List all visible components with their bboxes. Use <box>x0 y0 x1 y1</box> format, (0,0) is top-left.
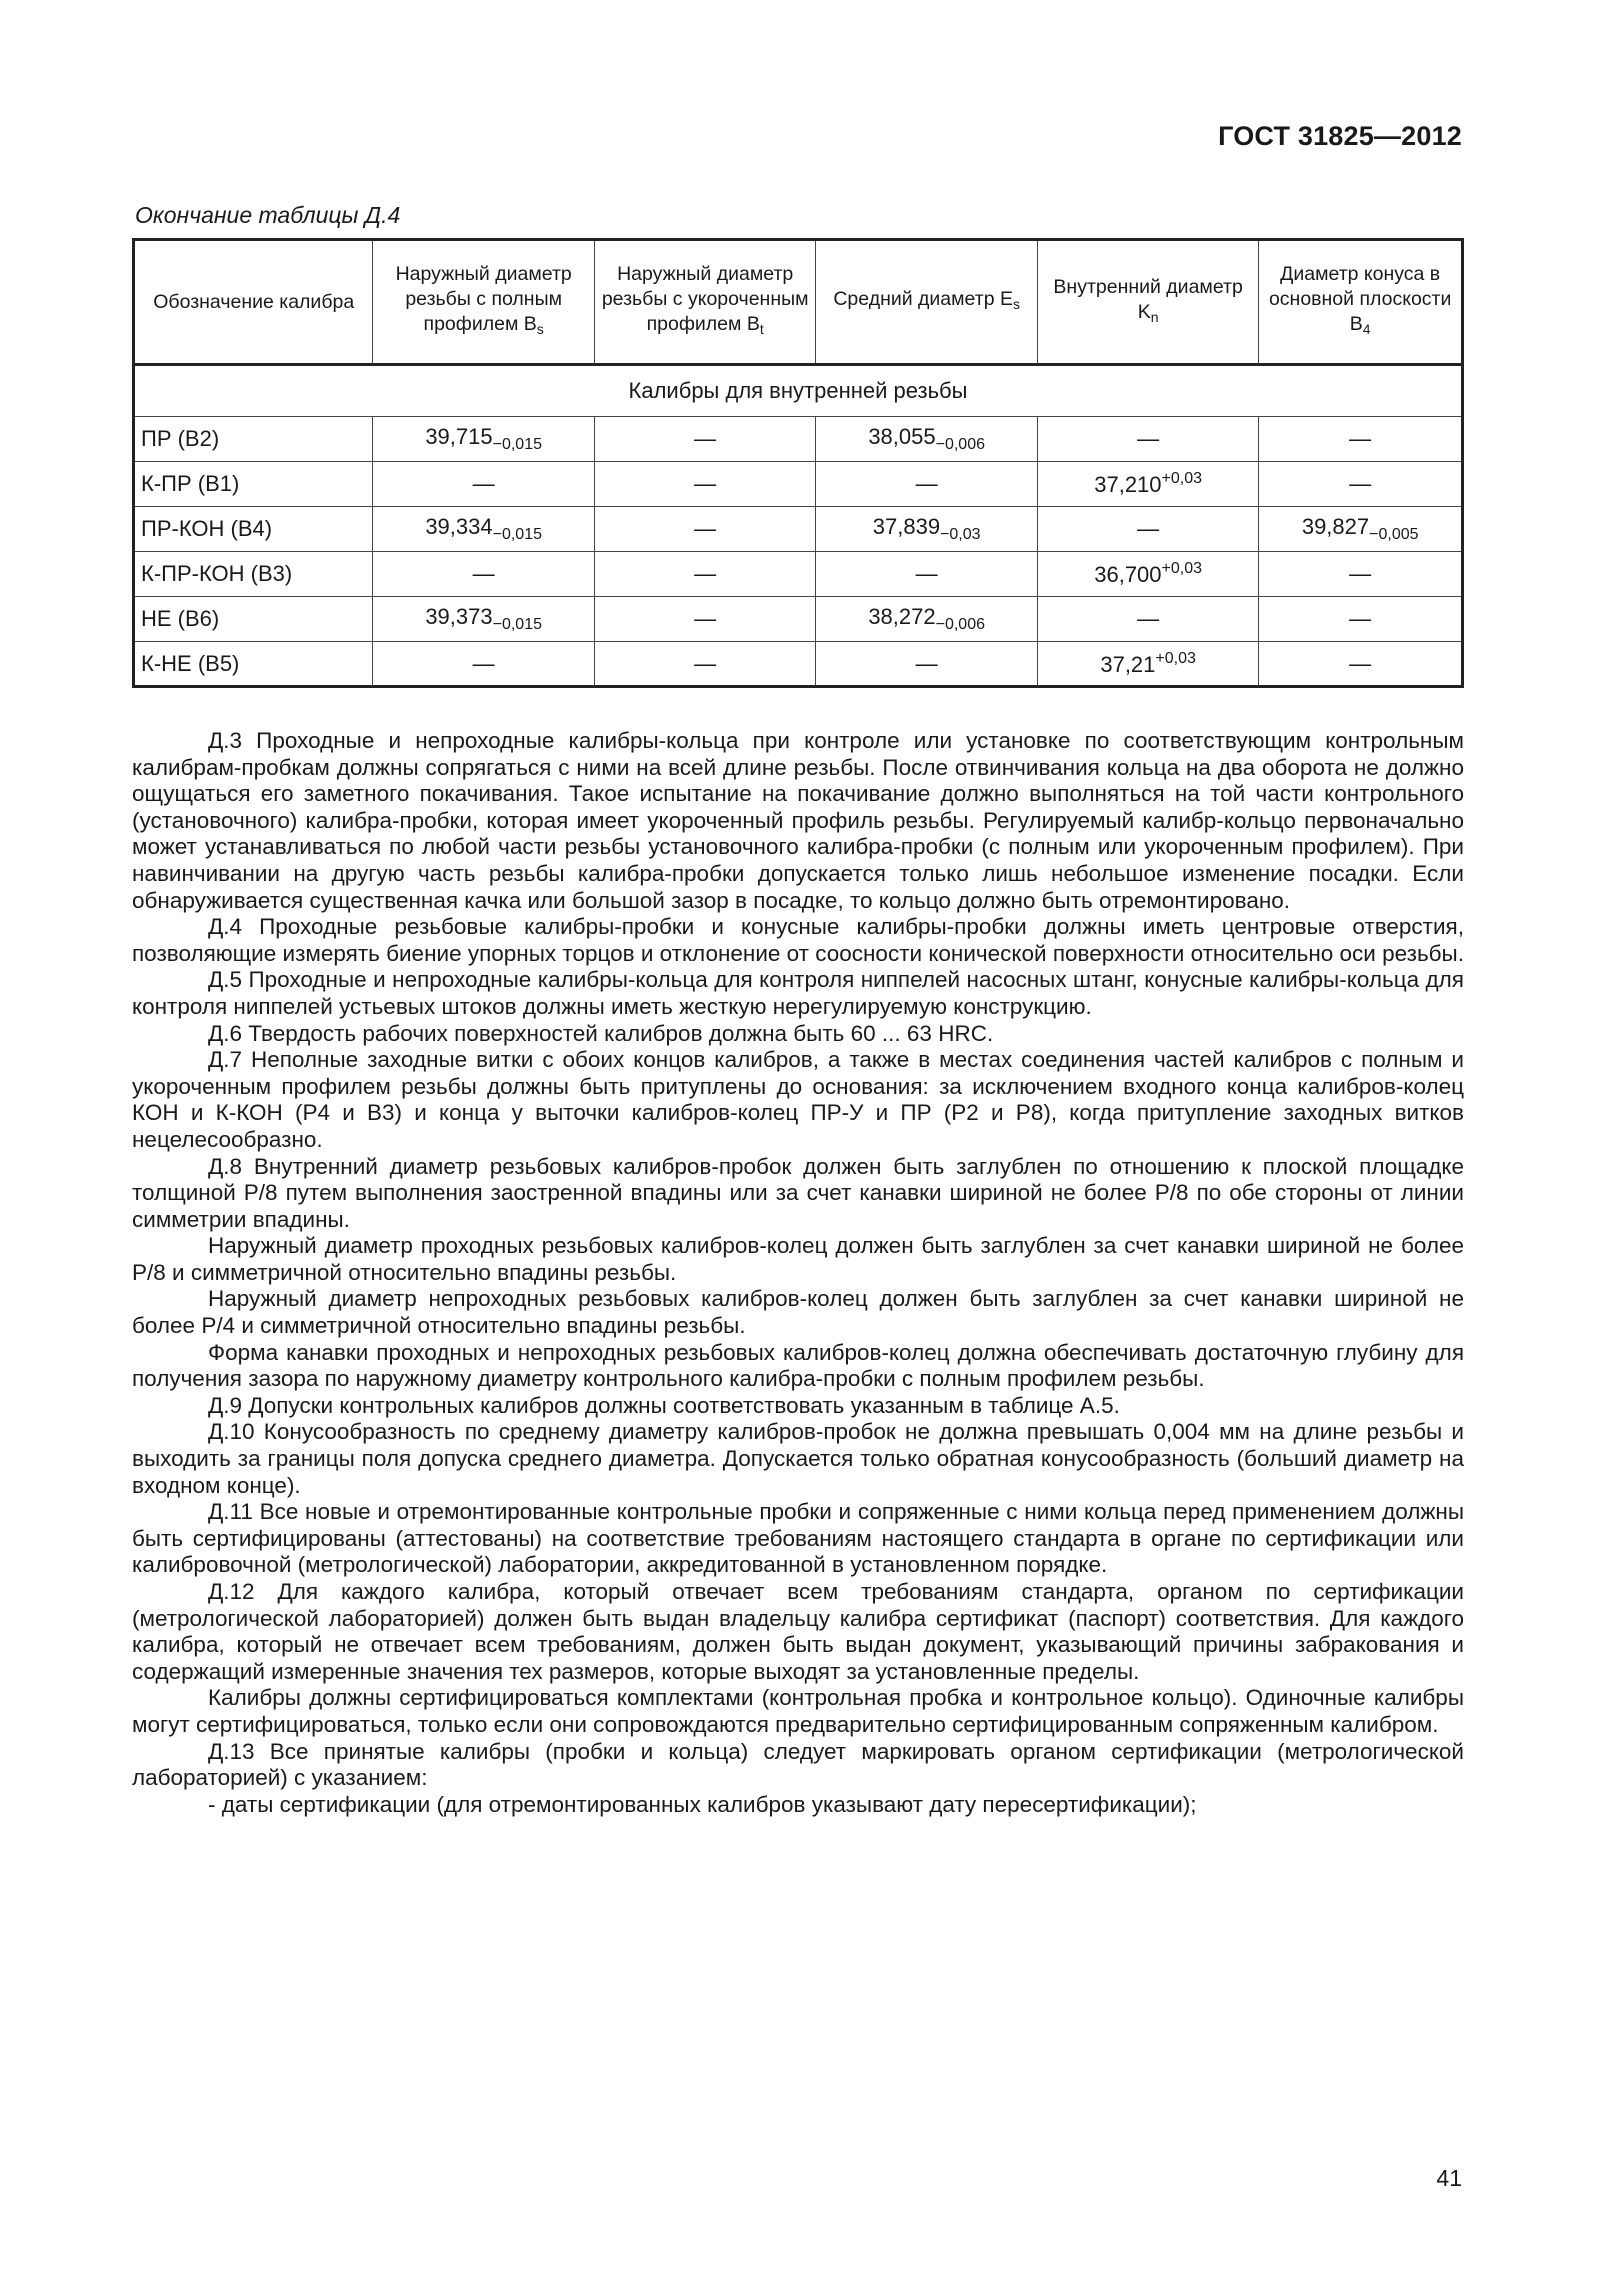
dash: — <box>472 561 495 586</box>
paragraph: Калибры должны сертифицироваться комплектами (контрольная пробка и контрольное кольцо). Одиночные калибры могут сертифицироваться, только если они сопровождаются предварительно сертифицированным сопряженным калибром. <box>132 1685 1464 1737</box>
table-cell <box>594 597 816 642</box>
tolerance-upper: +0,03 <box>1161 470 1203 487</box>
cell-value: 37,839 <box>872 514 941 539</box>
dash: — <box>1137 516 1160 541</box>
dash: — <box>694 426 717 451</box>
paragraph: Д.8 Внутренний диаметр резьбовых калибров-пробок должен быть заглублен по отношению к плоской площадке толщиной P/8 путем выполнения заостренной впадины или за счет канавки шириной не более P/8 по обе стороны от линии симметрии впадины. <box>132 1153 1464 1232</box>
paragraph: Форма канавки проходных и непроходных резьбовых калибров-колец должна обеспечивать достаточную глубину для получения зазора по наружному диаметру контрольного калибра-пробки с полным профилем резьбы. <box>132 1339 1464 1392</box>
tolerance-upper: +0,03 <box>1161 560 1203 577</box>
table-cell <box>594 462 816 507</box>
header-cell-designation: Обозначение калибра <box>134 240 373 365</box>
paragraph: Д.4 Проходные резьбовые калибры-пробки и конусные калибры-пробки должны иметь центровые отверстия, позволяющие измерять биение упорных торцов и отклонение от соосности конической поверхности относительно оси резьбы. <box>132 914 1464 966</box>
table-cell <box>373 462 594 507</box>
table-row <box>134 552 1463 597</box>
paragraph: Д.9 Допуски контрольных калибров должны соответствовать указанным в таблице А.5. <box>208 1392 1120 1418</box>
tolerance-lower: −0,006 <box>935 616 985 633</box>
table-cell <box>816 417 1037 462</box>
dash: — <box>1349 426 1372 451</box>
dash: — <box>694 561 717 586</box>
table-cell <box>816 462 1037 507</box>
caliber-designation: НЕ (В6) <box>134 597 373 642</box>
paragraph: Д.7 Неполные заходные витки с обоих концов калибров, а также в местах соединения частей калибров с полным и укороченным профилем резьбы должны быть притуплены до основания: за исключением входного конца калибров-колец КОН и К-КОН (Р4 и В3) и конца у выточки калибров-колец ПР-У и ПР (Р2 и Р8), когда притупление заходных витков нецелесообразно. <box>132 1047 1464 1152</box>
cell-value: 37,21 <box>1100 651 1156 677</box>
table-row <box>134 462 1463 507</box>
paragraph: Д.12 Для каждого калибра, который отвечает всем требованиям стандарта, органом по сертификации (метрологической лабораторией) должен быть выдан владельцу калибра сертификат (паспорт) соответствия. Для каждого калибра, который не отвечает всем требованиям, должен быть выдан документ, указывающий причины забракования и содержащий измеренные значения тех размеров, которые выходят за установленные пределы. <box>132 1579 1464 1684</box>
header-cell-pitch: Средний диаметр $E_s$ <box>816 240 1037 365</box>
caliber-designation: К-ПР (В1) <box>134 462 373 507</box>
table-cell <box>594 552 816 597</box>
header-cell-outer-short: Наружный диаметр резьбы с укороченным профилем $B_t$ <box>594 240 816 365</box>
dash: — <box>915 471 938 496</box>
table-cell <box>816 642 1037 687</box>
dash: — <box>915 650 938 676</box>
paragraph: Д.6 Твердость рабочих поверхностей калибров должна быть 60 ... 63 HRC. <box>208 1020 994 1046</box>
paragraph: Наружный диаметр проходных резьбовых калибров-колец должен быть заглублен за счет канавки шириной не более P/8 и симметричной относительно впадины резьбы. <box>132 1233 1464 1285</box>
table-row <box>134 507 1463 552</box>
cell-value: 39,827 <box>1301 514 1370 539</box>
body-text <box>132 728 1464 1818</box>
caliber-designation: ПР (В2) <box>134 417 373 462</box>
table-header-row <box>134 240 1463 365</box>
table-cell <box>594 507 816 552</box>
dash: — <box>1137 426 1160 451</box>
caliber-designation: ПР-КОН (В4) <box>134 507 373 552</box>
dash: — <box>694 471 717 496</box>
dash: — <box>694 516 717 541</box>
table-cell <box>816 507 1037 552</box>
dash: — <box>1349 606 1372 631</box>
dash: — <box>694 606 717 631</box>
tolerance-lower: −0,015 <box>492 526 542 543</box>
header-cell-cone: Диаметр конуса в основной плоскости $B_4$ <box>1259 240 1463 365</box>
paragraph: Д.3 Проходные и непроходные калибры-кольца при контроле или установке по соответствующим контрольным калибрам-пробкам должны сопрягаться с ними на всей длине резьбы. После отвинчивания кольца на два оборота не должно ощущаться его заметного покачивания. Такое испытание на покачивание должно выполняться на той части контрольного (установочного) калибра-пробки, которая имеет укороченный профиль резьбы. Регулируемый калибр-кольцо первоначально может устанавливаться по любой части резьбы установочного калибра-пробки (с полным или укороченным профилем). При навинчивании на другую часть резьбы калибра-пробки допускается только лишь небольшое изменение посадки. Если обнаруживается существенная качка или большой зазор в посадке, то кольцо должно быть отремонтировано. <box>132 728 1464 913</box>
table-cell <box>1259 597 1463 642</box>
caliber-designation: К-НЕ (В5) <box>134 642 373 687</box>
table-cell <box>1037 642 1258 687</box>
table-cell <box>1037 417 1258 462</box>
cell-value: 38,272 <box>868 604 936 629</box>
tolerance-lower: −0,006 <box>935 436 985 453</box>
paragraph: - даты сертификации (для отремонтированных калибров указывают дату пересертификации); <box>208 1791 1197 1817</box>
table-row <box>134 642 1463 687</box>
tolerance-lower: −0,015 <box>492 436 542 453</box>
table-cell <box>373 417 594 462</box>
header-cell-inner: Внутренний диаметр $K_n$ <box>1037 240 1258 365</box>
table-cell <box>373 552 594 597</box>
cell-value: 39,334 <box>425 514 493 539</box>
table-cell <box>1259 552 1463 597</box>
dash: — <box>1349 561 1372 586</box>
table-cell <box>594 417 816 462</box>
tolerance-upper: +0,03 <box>1155 649 1196 667</box>
table-caption: Окончание таблицы Д.4 <box>135 202 401 228</box>
cell-value: 39,715 <box>425 424 493 449</box>
paragraph: Д.13 Все принятые калибры (пробки и кольца) следует маркировать органом сертификации (метрологической лабораторией) с указанием: <box>132 1738 1464 1791</box>
dash: — <box>1349 471 1372 496</box>
dash: — <box>472 650 495 676</box>
caliber-designation: К-ПР-КОН (В3) <box>134 552 373 597</box>
dash: — <box>915 561 938 586</box>
paragraph: Наружный диаметр непроходных резьбовых калибров-колец должен быть заглублен за счет канавки шириной не более P/4 и симметричной относительно впадины резьбы. <box>132 1286 1464 1339</box>
table-cell <box>594 642 816 687</box>
table-cell <box>1259 507 1463 552</box>
table-cell <box>1037 507 1258 552</box>
tolerance-lower: −0,03 <box>940 526 981 543</box>
dash: — <box>1137 606 1160 631</box>
table-cell <box>373 507 594 552</box>
table-cell <box>816 552 1037 597</box>
table-cell <box>1259 462 1463 507</box>
table-cell <box>1037 462 1258 507</box>
dash: — <box>1349 650 1372 676</box>
table-cell <box>373 642 594 687</box>
table-cell <box>1037 597 1258 642</box>
paragraph: Д.5 Проходные и непроходные калибры-кольца для контроля ниппелей насосных штанг, конусные калибры-кольца для контроля ниппелей устьевых штоков должны иметь жесткую нерегулируемую конструкцию. <box>132 967 1464 1019</box>
cell-value: 37,210 <box>1094 472 1162 497</box>
table-row <box>134 417 1463 462</box>
cell-value: 38,055 <box>868 424 936 449</box>
table-cell <box>1259 417 1463 462</box>
tolerance-lower: −0,005 <box>1369 526 1419 543</box>
dash: — <box>472 471 495 496</box>
dash: — <box>694 650 717 676</box>
table-row <box>134 597 1463 642</box>
table-cell <box>1037 552 1258 597</box>
paragraph: Д.11 Все новые и отремонтированные контрольные пробки и сопряженные с ними кольца перед применением должны быть сертифицированы (аттестованы) на соответствие требованиям настоящего стандарта в органе по сертификации или калибровочной (метрологической) лаборатории, аккредитованной в установленном порядке. <box>132 1499 1464 1578</box>
page-number: 41 <box>1436 2165 1462 2191</box>
header-cell-outer-full: Наружный диаметр резьбы с полным профилем $B_s$ <box>373 240 594 365</box>
table-cell <box>816 597 1037 642</box>
table-cell <box>1259 642 1463 687</box>
table-cell <box>373 597 594 642</box>
table-section-title: Калибры для внутренней резьбы <box>134 365 1463 417</box>
document-standard-number: ГОСТ 31825—2012 <box>1218 121 1462 151</box>
cell-value: 36,700 <box>1094 562 1162 587</box>
cell-value: 39,373 <box>425 604 493 629</box>
calibers-table <box>132 238 1464 688</box>
tolerance-lower: −0,015 <box>492 616 542 633</box>
paragraph: Д.10 Конусообразность по среднему диаметру калибров-пробок не должна превышать 0,004 мм на длине резьбы и выходить за границы поля допуска среднего диаметра. Допускается только обратная конусообразность (больший диаметр на входном конце). <box>132 1419 1464 1498</box>
